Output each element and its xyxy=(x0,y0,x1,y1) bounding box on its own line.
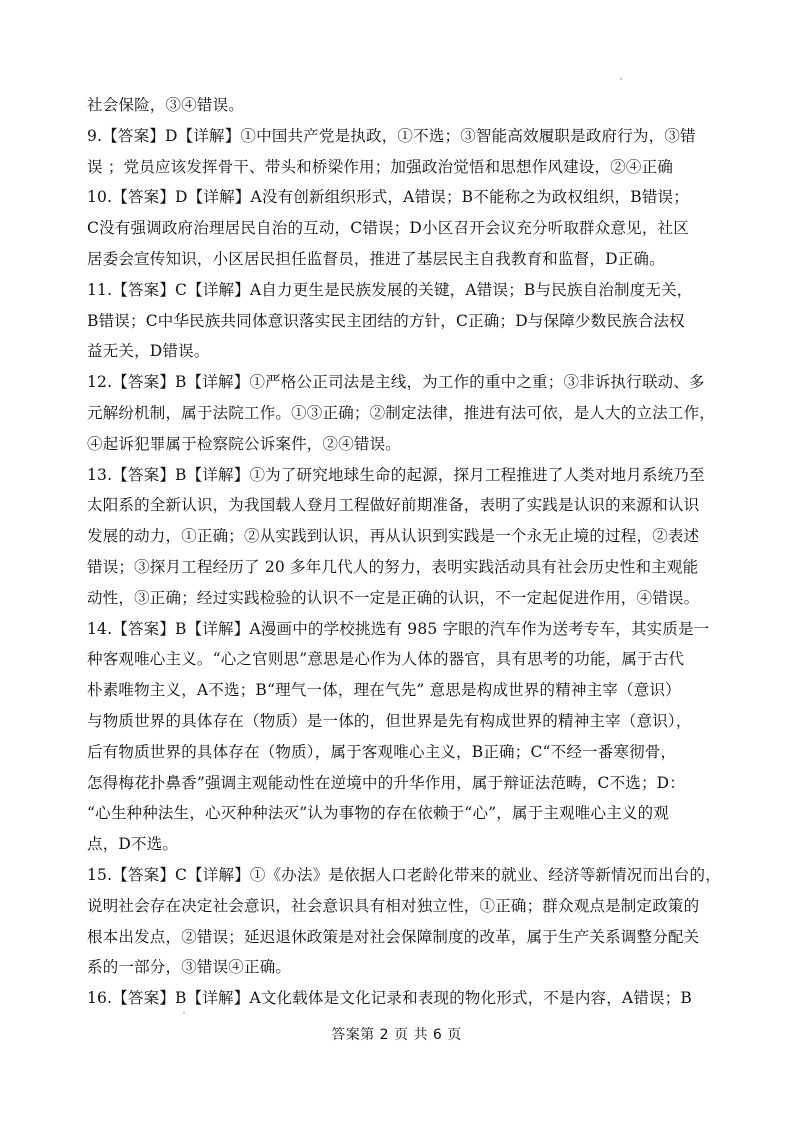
text-line: B错误；C中华民族共同体意识落实民主团结的方针，C正确；D与保障少数民族合法权 xyxy=(87,311,685,330)
text-line: 12.【答案】B【详解】①严格公正司法是主线，为工作的重中之重；③非诉执行联动、多 xyxy=(87,373,705,392)
text-line: ④起诉犯罪属于检察院公诉案件，②④错误。 xyxy=(87,434,402,453)
text-line: 错误；③探月工程经历了 20 多年几代人的努力，表明实践活动具有社会历史性和主观能 xyxy=(87,557,699,576)
text-line: 10.【答案】D【详解】A没有创新组织形式，A错误；B不能称之为政权组织，B错误； xyxy=(87,188,689,207)
scan-dot xyxy=(620,78,622,80)
text-line: 11.【答案】C【详解】A自力更生是民族发展的关键，A错误；B与民族自治制度无关， xyxy=(87,280,693,299)
text-line: “心生种种法生，心灭种种法灭”认为事物的存在依赖于“心”，属于主观唯心主义的观 xyxy=(87,804,669,823)
text-line: 发展的动力，①正确；②从实践到认识，再从认识到实践是一个永无止境的过程，②表述 xyxy=(87,527,700,546)
text-line: 13.【答案】B【详解】①为了研究地球生命的起源，探月工程推进了人类对地月系统乃至 xyxy=(87,465,705,484)
text-line: C没有强调政府治理居民自治的互动，C错误；D小区召开会议充分听取群众意见，社区 xyxy=(87,219,689,238)
text-line: 太阳系的全新认识，为我国载人登月工程做好前期准备，表明了实践是认识的来源和认识 xyxy=(87,496,700,515)
text-line: 与物质世界的具体存在（物质）是一体的，但世界是先有构成世界的精神主宰（意识）， xyxy=(87,711,692,730)
text-line: 说明社会存在决定社会意识，社会意识具有相对独立性，①正确；群众观点是制定政策的 xyxy=(87,896,700,915)
text-line: 根本出发点，②错误；延迟退休政策是对社会保障制度的改革，属于生产关系调整分配关 xyxy=(87,927,700,946)
text-line: 居委会宣传知识，小区居民担任监督员，推进了基层民主自我教育和监督，D正确。 xyxy=(87,249,665,268)
text-line: 社会保险，③④错误。 xyxy=(87,96,245,114)
page-footer: 答案第 2 页 共 6 页 xyxy=(331,1027,462,1043)
text-line: 9.【答案】D【详解】①中国共产党是执政，①不选；③智能高效履职是政府行为，③错 xyxy=(87,126,696,145)
scan-dot xyxy=(183,1012,185,1014)
text-line: 益无关，D错误。 xyxy=(87,342,210,361)
text-line: 14.【答案】B【详解】A漫画中的学校挑选有 985 字眼的汽车作为送考专车，其实质是一 xyxy=(87,619,710,638)
text-line: 后有物质世界的具体存在（物质），属于客观唯心主义，B正确；C“不经一番寒彻骨， xyxy=(87,742,677,761)
text-line: 系的一部分，③错误④正确。 xyxy=(87,958,292,977)
text-line: 动性，③正确；经过实践检验的认识不一定是正确的认识，不一定起促进作用，④错误。 xyxy=(87,588,700,607)
text-line: 怎得梅花扑鼻香”强调主观能动性在逆境中的升华作用，属于辩证法范畴，C不选；D： xyxy=(87,773,686,792)
text-line: 种客观唯心主义。“心之官则思”意思是心作为人体的器官，具有思考的功能，属于古代 xyxy=(87,650,685,669)
text-line: 朴素唯物主义，A不选；B“理气一体，理在气先” 意思是构成世界的精神主宰（意识） xyxy=(87,681,681,700)
text-line: 元解纷机制，属于法院工作。①③正确；②制定法律，推进有法可依，是人大的立法工作， xyxy=(87,403,716,422)
text-line: 误 ；党员应该发挥骨干、带头和桥梁作用；加强政治觉悟和思想作风建设，②④正确 xyxy=(87,157,674,176)
text-line: 16.【答案】B【详解】A文化载体是文化记录和表现的物化形式，不是内容，A错误；B xyxy=(87,989,693,1008)
text-line: 15.【答案】C【详解】①《办法》是依据人口老龄化带来的就业、经济等新情况而出台的， xyxy=(87,865,721,884)
answer-explanations xyxy=(87,90,721,1014)
text-line: 点，D不选。 xyxy=(87,835,179,854)
